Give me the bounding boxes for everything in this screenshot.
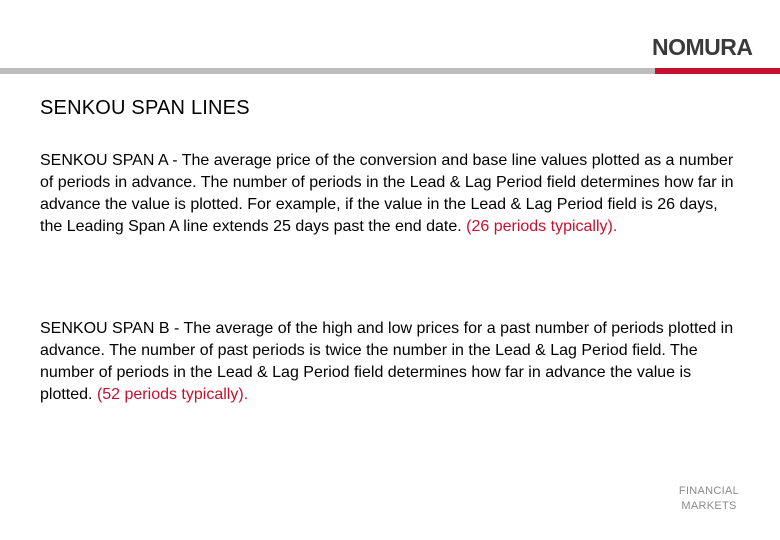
senkou-span-a-note: (26 periods typically) (466, 218, 613, 235)
senkou-span-a-separator: - (167, 152, 182, 169)
footer-label (660, 484, 758, 514)
senkou-span-a-paragraph (40, 150, 740, 238)
senkou-span-b-separator: - (169, 320, 184, 337)
footer-line-1: FINANCIAL (678, 485, 740, 497)
senkou-span-b-paragraph (40, 318, 740, 406)
senkou-span-b-label: SENKOU SPAN B (40, 320, 170, 337)
header-rule-red (655, 68, 780, 74)
senkou-span-b-end: . (243, 386, 249, 403)
nomura-logo: NOMURA (652, 34, 753, 60)
footer-line-2: MARKETS (681, 500, 737, 512)
senkou-span-a-label: SENKOU SPAN A (40, 152, 168, 169)
header-rule-grey (0, 68, 655, 74)
senkou-span-b-note: (52 periods typically) (96, 386, 244, 403)
senkou-span-a-body: The average price of the conversion and base line values plotted as a number of periods in advance. The number of periods in the Lead & Lag Period field determines how far in advance the value is plotted. For example, if the value in the Lead & Lag Period field is 26 days, the Leading Span A line extends 25 days past the end date. (40, 152, 734, 235)
slide-title: SENKOU SPAN LINES (40, 97, 250, 119)
senkou-span-b-body: The average of the high and low prices for a past number of periods plotted in advance. The number of past periods is twice the number in the Lead & Lag Period field. The number of periods in the Lead & Lag Period field determines how far in advance the value is plotted. (40, 320, 734, 403)
senkou-span-a-end: . (612, 218, 618, 235)
